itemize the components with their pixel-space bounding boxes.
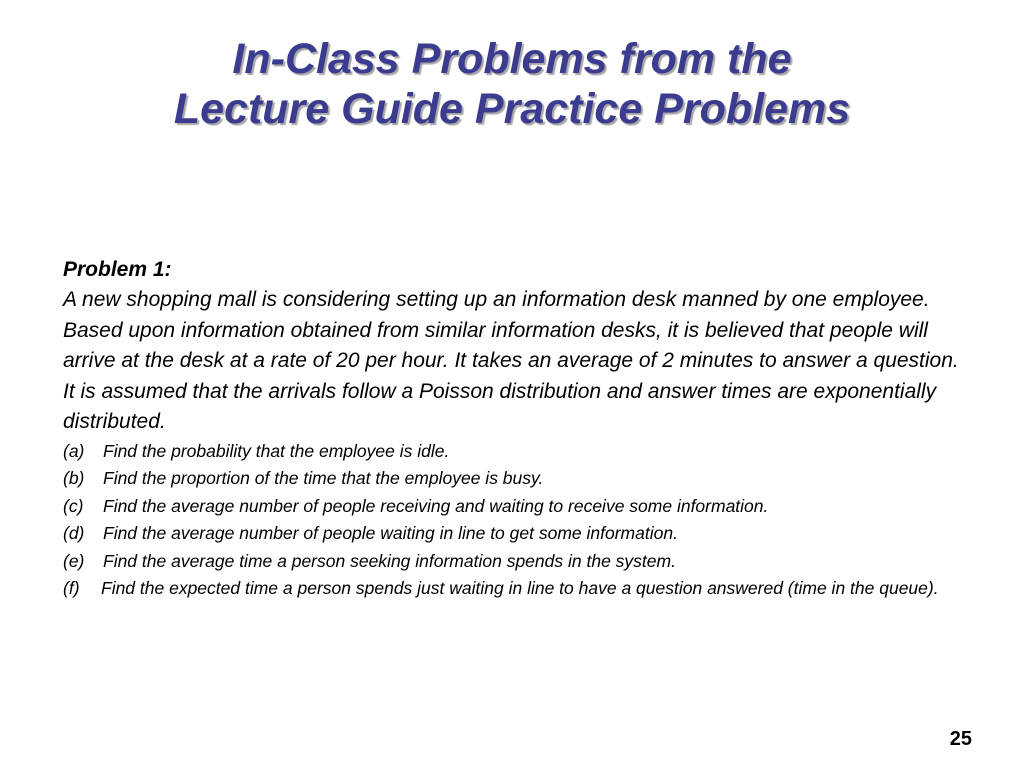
question-list [63,438,983,603]
problem-description: A new shopping mall is considering setting up an information desk manned by one employee. Based upon information obtained from similar information desks, it is believed that people will arrive at the desk at a rate of 20 per hour. It takes an average of 2 minutes to answer a question. It is assumed that the arrivals follow a Poisson distribution and answer times are exponentially distributed. [63,288,959,433]
slide-title-line-1: In-Class Problems from the [232,35,792,83]
question-item [63,548,983,576]
question-marker: (f) [63,578,80,598]
problem-content [63,255,983,603]
question-item [63,493,983,521]
slide-title [40,34,984,134]
question-item [63,575,971,603]
question-text: Find the average number of people receiving and waiting to receive some information. [103,495,769,516]
question-marker: (e) [63,550,85,571]
question-item [63,465,983,493]
question-text: Find the average time a person seeking information spends in the system. [103,550,676,571]
question-item [63,520,983,548]
question-item [63,438,983,466]
question-text: Find the probability that the employee is idle. [103,440,450,461]
question-marker: (c) [63,495,84,516]
question-marker: (b) [63,468,85,488]
question-text: Find the expected time a person spends just waiting in line to have a question answered (time in the queue). [101,578,939,598]
problem-heading: Problem 1: [63,258,172,281]
question-marker: (a) [63,440,85,461]
question-text: Find the average number of people waiting in line to get some information. [103,523,678,543]
slide-title-line-2: Lecture Guide Practice Problems [173,85,851,133]
page-number: 25 [949,728,972,750]
question-text: Find the proportion of the time that the employee is busy. [103,468,544,488]
question-marker: (d) [63,523,85,543]
